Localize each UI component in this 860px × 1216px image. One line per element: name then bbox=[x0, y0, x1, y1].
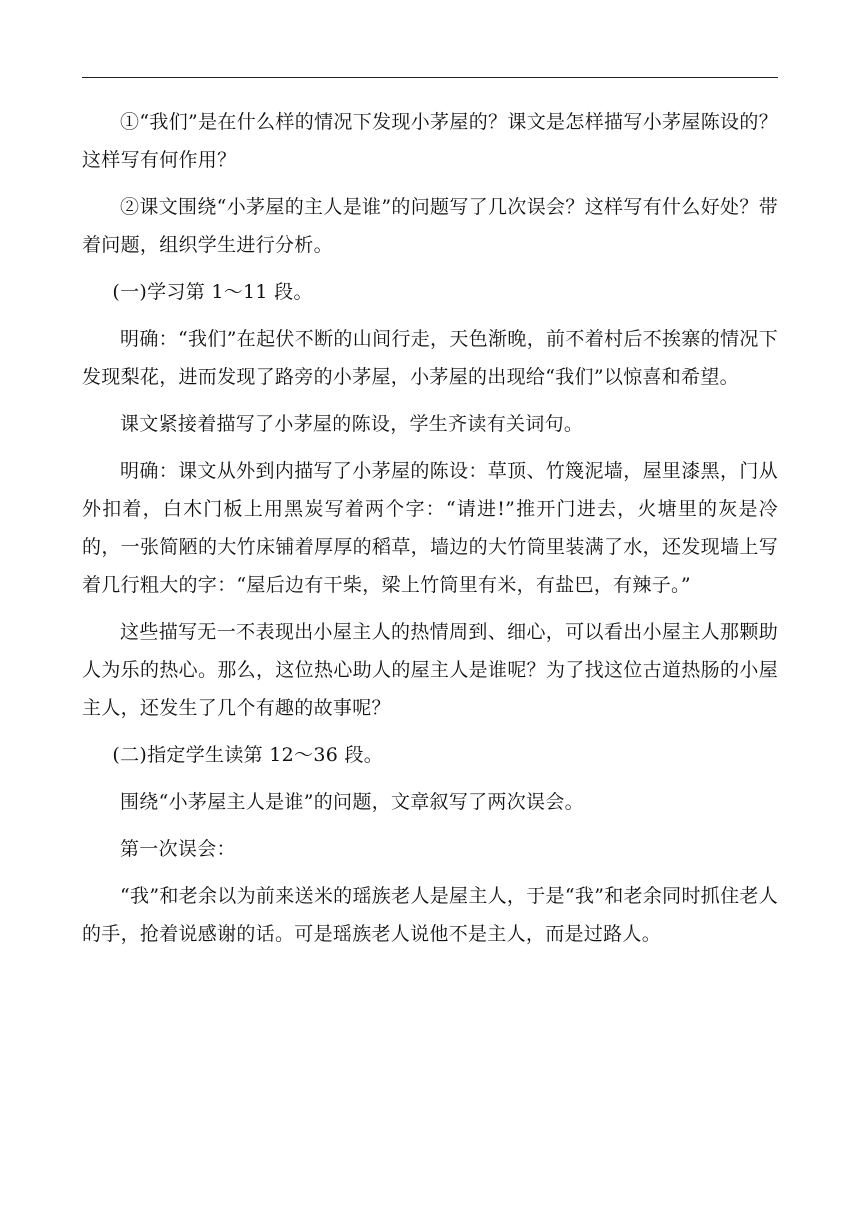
paragraph-reading: 课文紧接着描写了小茅屋的陈设，学生齐读有关词句。 bbox=[120, 413, 584, 435]
section-heading-2: (二)指定学生读第 12～36 段。 bbox=[112, 744, 384, 766]
paragraph-answer-1: 明确：“我们”在起伏不断的山间行走，天色渐晚，前不着村后不挨寨的情况下发现梨花，进而发现了路旁的小茅屋，小茅屋的出现给“我们”以惊喜和希望。 bbox=[82, 328, 778, 388]
document-body bbox=[82, 103, 778, 962]
paragraph-summary: 这些描写无一不表现出小屋主人的热情周到、细心，可以看出小屋主人那颗助人为乐的热心。那么，这位热心助人的屋主人是谁呢？为了找这位古道热肠的小屋主人，还发生了几个有趣的故事呢？ bbox=[82, 621, 778, 719]
paragraph-question-2: ②课文围绕“小茅屋的主人是谁”的问题写了几次误会？这样写有什么好处？带着问题，组织学生进行分析。 bbox=[82, 196, 778, 256]
paragraph-first-story: “我”和老余以为前来送米的瑶族老人是屋主人，于是“我”和老余同时抓住老人的手，抢着说感谢的话。可是瑶族老人说他不是主人，而是过路人。 bbox=[82, 885, 778, 945]
paragraph-answer-2: 明确：课文从外到内描写了小茅屋的陈设：草顶、竹篾泥墙，屋里漆黑，门从外扣着，白木门板上用黑炭写着两个字：“请进!”推开门进去，火塘里的灰是冷的，一张简陋的大竹床铺着厚厚的稻草，墙边的大竹筒里装满了水，还发现墙上写着几行粗大的字：“屋后边有干柴，梁上竹筒里有米，有盐巴，有辣子。” bbox=[82, 460, 778, 596]
header-rule bbox=[82, 77, 778, 78]
paragraph-first-misunderstanding: 第一次误会： bbox=[120, 838, 236, 860]
paragraph-misunderstandings: 围绕“小茅屋主人是谁”的问题，文章叙写了两次误会。 bbox=[120, 791, 584, 813]
section-heading-1: (一)学习第 1～11 段。 bbox=[112, 281, 313, 303]
paragraph-question-1: ①“我们”是在什么样的情况下发现小茅屋的？课文是怎样描写小茅屋陈设的？这样写有何作用？ bbox=[82, 111, 778, 171]
